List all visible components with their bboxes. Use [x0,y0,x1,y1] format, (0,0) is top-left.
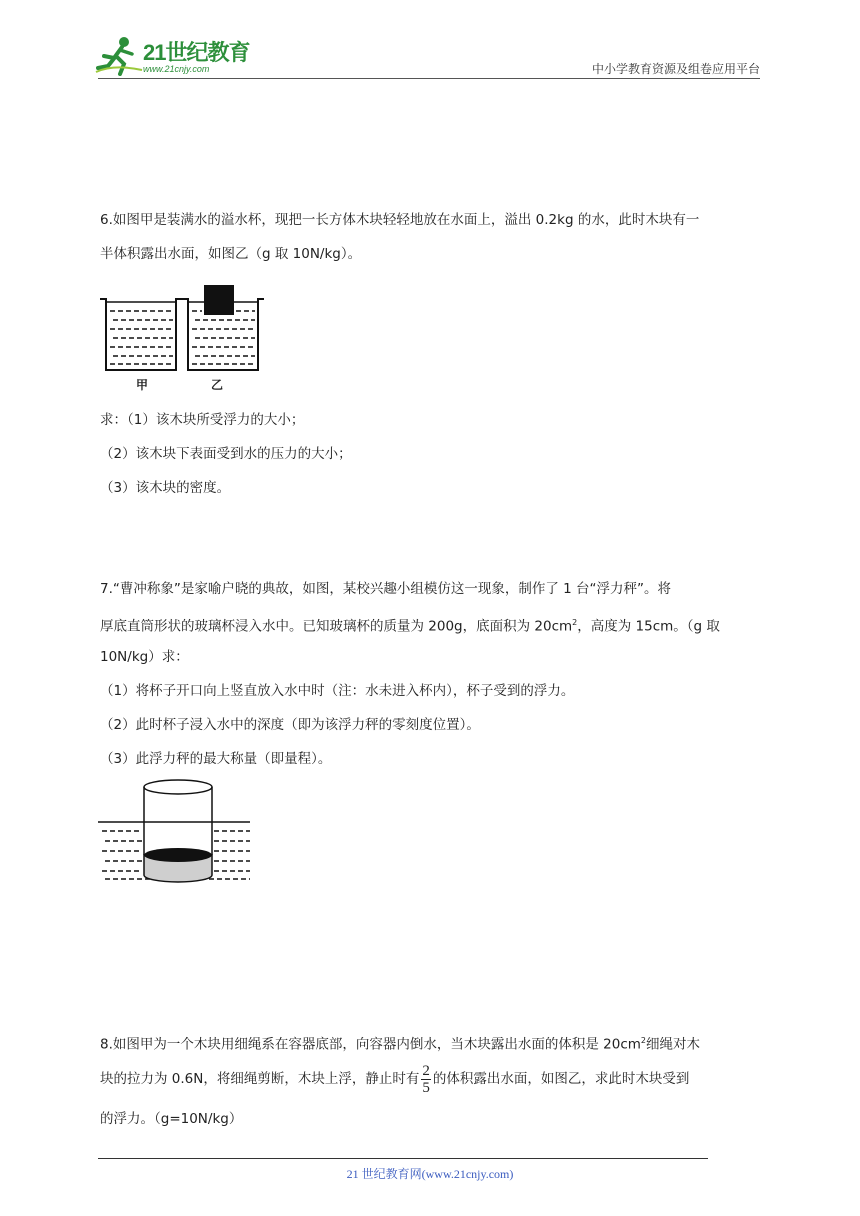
logo-url: www.21cnjy.com [143,64,210,74]
q6-ask3: （3）该木块的密度。 [100,480,231,496]
label-yi: 乙 [211,378,224,392]
beaker-yi [182,285,264,370]
q7-line3: 10N/kg）求： [100,649,189,665]
beaker-jia [100,299,182,370]
q6-ask1: 求：（1）该木块所受浮力的大小； [100,412,305,428]
wood-block [204,285,234,315]
footer-text: 21 世纪教育网(www.21cnjy.com) [346,1167,514,1181]
q7-ask2: （2）此时杯子浸入水中的深度（即为该浮力秤的零刻度位置）。 [100,717,480,733]
glass-cup [144,780,212,882]
q7-ask3: （3）此浮力秤的最大称量（即量程）。 [100,751,332,767]
runner-logo-icon [94,34,146,76]
q8-line3: 的浮力。（g=10N/kg） [100,1111,243,1127]
label-jia: 甲 [136,378,149,392]
q6-beakers-figure [98,280,268,395]
q6-line1: 6.如图甲是装满水的溢水杯，现把一长方体木块轻轻地放在水面上，溢出 0.2kg 的水，此时木块有一 [100,212,700,228]
q7-glass-cup-figure [98,775,258,885]
q8-line2: 块的拉力为 0.6N，将细绳剪断，木块上浮，静止时有 $\frac{2}{5}$ 的体积露出水面，如图乙，求此时木块受到 [100,1062,690,1096]
q6-ask2: （2）该木块下表面受到水的压力的大小； [100,446,352,462]
q7-line1: 7.“曹冲称象”是家喻户晓的典故，如图，某校兴趣小组模仿这一现象，制作了 1 台“浮力秤”。将 [100,581,672,597]
q7-ask1: （1）将杯子开口向上竖直放入水中时（注：水未进入杯内），杯子受到的浮力。 [100,683,575,699]
q7-line2: 厚底直筒形状的玻璃杯浸入水中。已知玻璃杯的质量为 200g，底面积为 $20cm^2$，高度为 15cm。（g 取 [100,618,720,635]
q8-line1: 8.如图甲为一个木块用细绳系在容器底部，向容器内倒水，当木块露出水面的体积是 $20cm^2$细绳对木 [100,1036,701,1053]
logo-text: 21世纪教育 [143,40,250,65]
platform-name: 中小学教育资源及组卷应用平台 [591,62,760,76]
footer-divider [98,1158,708,1159]
header-divider [98,78,760,79]
fraction-two-fifths: $\frac{2}{5}$ [422,1062,430,1096]
q6-line2: 半体积露出水面，如图乙（g 取 10N/kg）。 [100,246,362,262]
